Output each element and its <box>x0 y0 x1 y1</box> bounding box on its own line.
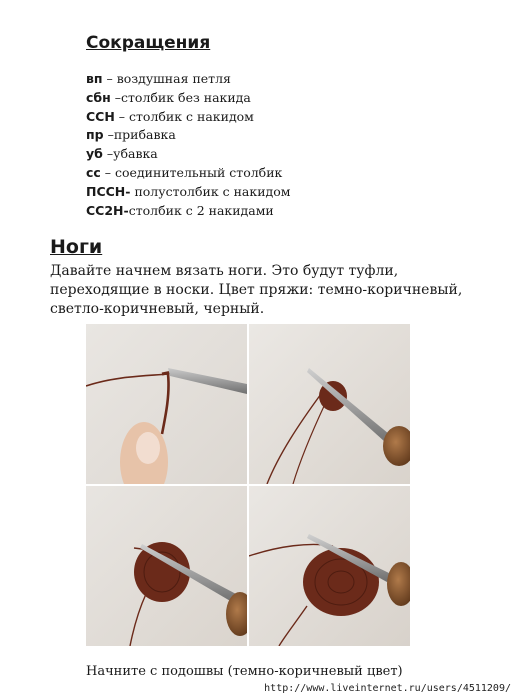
abbreviations-title: Сокращения <box>86 33 211 53</box>
abbreviation-item <box>86 126 290 145</box>
abbreviation-text: прибавка <box>113 127 176 143</box>
crochet-hook-small-circle-photo <box>249 324 410 484</box>
crochet-hook-chain-photo <box>86 324 247 484</box>
crochet-hook-large-circle-photo <box>249 486 410 646</box>
abbreviation-item <box>86 89 290 108</box>
abbreviation-separator: – <box>103 127 114 143</box>
photo-caption: Начните с подошвы (темно-коричневый цвет) <box>86 664 403 679</box>
abbreviation-item <box>86 202 290 221</box>
abbreviation-separator: – <box>102 71 117 86</box>
abbreviation-code: СС2Н- <box>86 202 129 218</box>
abbreviation-separator: – <box>114 108 130 124</box>
legs-intro-paragraph: Давайте начнем вязать ноги. Это будут туфли, переходящие в носки. Цвет пряжи: темно-коричневый, светло-коричневый, черный. <box>50 263 463 317</box>
abbreviation-separator: – <box>110 89 122 105</box>
abbreviation-code: пр <box>86 127 104 143</box>
crochet-hook-medium-circle-photo <box>86 486 247 646</box>
photo-grid <box>86 324 410 646</box>
abbreviation-separator: – <box>102 146 114 162</box>
abbreviation-code: сбн <box>86 89 111 105</box>
abbreviation-item <box>86 145 290 164</box>
abbreviation-text: столбик без накида <box>121 89 251 105</box>
source-url-watermark: http://www.liveinternet.ru/users/4511209/ <box>264 683 511 694</box>
abbreviation-text: столбик с накидом <box>129 108 254 124</box>
abbreviation-text: соединительный столбик <box>115 164 283 180</box>
abbreviation-code: ПССН- <box>86 183 131 199</box>
abbreviation-item <box>86 108 290 127</box>
abbreviation-code: ССН <box>86 108 115 124</box>
legs-section-title: Ноги <box>50 236 103 258</box>
abbreviation-separator: – <box>100 164 116 180</box>
abbreviation-text: столбик с 2 накидами <box>128 202 274 218</box>
abbreviation-code: уб <box>86 146 103 162</box>
abbreviation-code: сс <box>86 164 101 180</box>
abbreviation-text: воздушная петля <box>116 71 231 86</box>
abbreviation-item <box>86 183 290 202</box>
abbreviation-item <box>86 70 290 89</box>
abbreviation-code: вп <box>86 71 103 86</box>
abbreviation-text: убавка <box>113 146 158 162</box>
abbreviation-item <box>86 164 290 183</box>
abbreviations-list <box>86 70 290 220</box>
abbreviation-text: полустолбик с накидом <box>134 183 291 199</box>
